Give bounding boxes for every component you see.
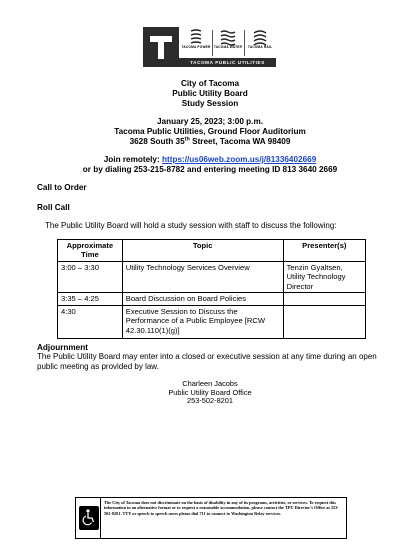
col-header-topic: Topic xyxy=(122,240,283,262)
meeting-venue: Tacoma Public Utilities, Ground Floor Auditorium xyxy=(114,127,306,136)
table-row xyxy=(58,293,366,306)
adjournment-heading: Adjournment xyxy=(37,343,88,352)
roll-call-heading: Roll Call xyxy=(37,203,70,212)
water-label: TACOMA WATER xyxy=(213,45,243,49)
adjournment-text: The Public Utility Board may enter into a closed or executive session at any time during an open public meeting as provided by law. xyxy=(37,352,377,371)
rail-tracks-icon xyxy=(252,28,268,46)
accessibility-notice-text: The City of Tacoma does not discriminate on the basis of disability in any of its programs, activities, or services. To request this information in an alternative format or to request a reasonable accommodation, please contact the TPU Director's Office at 253-502-8201. TTY or speech to speech users please dial 711 to connect to Washington Relay services. xyxy=(104,500,339,516)
session-type: Study Session xyxy=(181,99,239,108)
table-header-row xyxy=(58,240,366,262)
col-header-time: Approximate Time xyxy=(58,240,123,262)
tacoma-public-utilities-logo xyxy=(143,27,276,67)
rail-label: TACOMA RAIL xyxy=(247,45,273,49)
water-waves-icon xyxy=(220,28,236,46)
col-header-presenters: Presenter(s) xyxy=(283,240,365,262)
table-row xyxy=(58,261,366,292)
logo-bar-text: TACOMA PUBLIC UTILITIES xyxy=(179,58,276,67)
topic-cell: Utility Technology Services Overview xyxy=(122,261,283,292)
accessibility-notice xyxy=(75,497,347,539)
call-to-order-heading: Call to Order xyxy=(37,183,87,192)
time-cell: 3:35 – 4:25 xyxy=(58,293,123,306)
board-name: Public Utility Board xyxy=(172,89,248,98)
t-logo-icon xyxy=(143,27,179,67)
time-cell: 3:00 – 3:30 xyxy=(58,261,123,292)
presenter-cell xyxy=(283,293,365,306)
time-cell: 4:30 xyxy=(58,306,123,339)
signature-office: Public Utility Board Office xyxy=(168,387,252,397)
power-label: TACOMA POWER xyxy=(181,45,211,49)
org-name: City of Tacoma xyxy=(180,79,240,88)
signature-phone: 253-502-8201 xyxy=(186,396,234,405)
join-remotely: Join remotely: https://us06web.zoom.us/j/81336402669 xyxy=(103,155,317,164)
dial-in-info: or by dialing 253-215-8782 and entering meeting ID 813 3640 2669 xyxy=(82,165,338,174)
signature-name: Charleen Jacobs xyxy=(182,379,238,388)
presenter-cell xyxy=(283,306,365,339)
meeting-date: January 25, 2023; 3:00 p.m. xyxy=(156,117,264,126)
table-row xyxy=(58,306,366,339)
tacoma-rail-unit xyxy=(245,28,275,58)
topic-cell: Executive Session to Discuss the Performance of a Public Employee [RCW 42.30.110(1)(g)] xyxy=(122,306,283,339)
power-lightning-icon xyxy=(189,28,203,46)
topic-cell: Board Discussion on Board Policies xyxy=(122,293,283,306)
wheelchair-accessibility-icon xyxy=(79,506,99,530)
tacoma-water-unit xyxy=(213,28,243,58)
intro-text: The Public Utility Board will hold a study session with staff to discuss the following: xyxy=(45,221,337,230)
zoom-link[interactable]: https://us06web.zoom.us/j/81336402669 xyxy=(161,155,317,164)
meeting-address: 3628 South 35th Street, Tacoma WA 98409 xyxy=(129,136,291,146)
presenter-cell: Tenzin Gyaltsen, Utility Technology Director xyxy=(283,261,365,292)
schedule-table xyxy=(57,239,366,339)
tacoma-power-unit xyxy=(181,28,211,58)
